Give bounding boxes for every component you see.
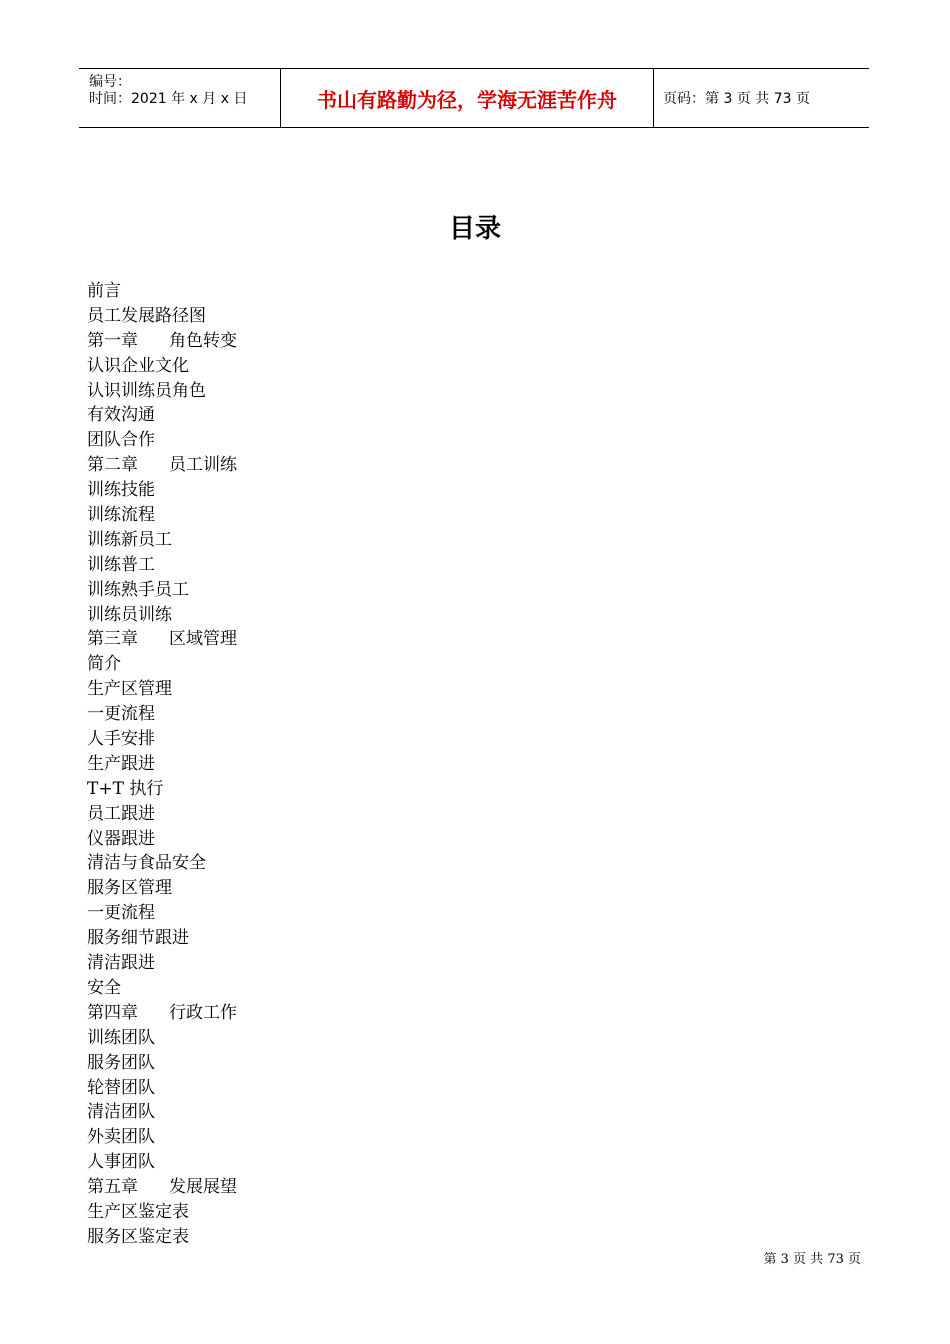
toc-entry-text: 简介 — [87, 654, 121, 675]
toc-chapter-number: 第一章 — [87, 330, 138, 351]
toc-entry[interactable] — [87, 428, 237, 453]
header-page-cell — [654, 69, 869, 127]
toc-entry-text: 员工训练 — [169, 455, 237, 476]
toc-chapter-number: 第四章 — [87, 1002, 138, 1023]
toc-entry-text: 一更流程 — [87, 704, 155, 725]
toc-entry-text: 服务团队 — [87, 1052, 155, 1073]
toc-chapter-entry[interactable] — [87, 627, 237, 652]
toc-chapter-number: 第二章 — [87, 455, 138, 476]
toc-entry-text: 员工发展路径图 — [87, 305, 206, 326]
toc-chapter-entry[interactable] — [87, 453, 237, 478]
toc-entry-text: 前言 — [87, 281, 121, 301]
toc-entry-text: 人手安排 — [87, 729, 155, 750]
toc-entry[interactable] — [87, 901, 237, 926]
toc-entry-text: 生产区管理 — [87, 679, 172, 700]
toc-entry-text: 清洁与食品安全 — [87, 853, 206, 874]
toc-entry-text: 训练团队 — [87, 1027, 155, 1048]
toc-entry-text: 轮替团队 — [87, 1077, 155, 1098]
toc-entry[interactable] — [87, 553, 237, 578]
toc-entry[interactable] — [87, 1200, 237, 1225]
toc-entry-text: 清洁团队 — [87, 1102, 155, 1123]
toc-entry-text: T+T 执行 — [87, 778, 164, 799]
toc-entry-text: 认识企业文化 — [87, 355, 189, 376]
toc-entry-text: 训练员训练 — [87, 604, 172, 625]
toc-entry-text: 一更流程 — [87, 903, 155, 924]
toc-entry-text: 角色转变 — [169, 330, 237, 351]
toc-entry[interactable] — [87, 403, 237, 428]
toc-entry[interactable] — [87, 652, 237, 677]
toc-entry-text: 员工跟进 — [87, 803, 155, 824]
toc-entry-text: 生产区鉴定表 — [87, 1201, 189, 1222]
toc-entry-text: 行政工作 — [169, 1002, 237, 1023]
toc-entry-text: 训练新员工 — [87, 529, 172, 550]
toc-entry-text: 团队合作 — [87, 430, 155, 451]
toc-chapter-number: 第五章 — [87, 1177, 138, 1198]
toc-entry-text: 训练普工 — [87, 554, 155, 575]
toc-entry-text: 训练熟手员工 — [87, 579, 189, 600]
toc-entry-text: 仪器跟进 — [87, 828, 155, 849]
toc-entry[interactable] — [87, 1100, 237, 1125]
toc-entry[interactable] — [87, 304, 237, 329]
toc-entry-text: 服务细节跟进 — [87, 928, 189, 949]
header-motto-cell — [280, 69, 654, 127]
toc-entry-text: 生产跟进 — [87, 753, 155, 774]
document-date-label: 时间：2021 年 x 月 x 日 — [89, 91, 248, 107]
toc-entry[interactable] — [87, 603, 237, 628]
toc-entry[interactable] — [87, 777, 237, 802]
header-page-number: 页码：第 3 页 共 73 页 — [663, 91, 810, 107]
page-header — [79, 68, 869, 128]
footer-page-number: 第 3 页 共 73 页 — [763, 1252, 861, 1267]
header-info-cell — [79, 69, 280, 127]
toc-entry-text: 训练技能 — [87, 480, 155, 501]
toc-entry-text: 安全 — [87, 977, 121, 998]
toc-entry[interactable] — [87, 478, 237, 503]
page-title: 目录 — [448, 214, 501, 244]
toc-entry[interactable] — [87, 1150, 237, 1175]
toc-entry[interactable] — [87, 876, 237, 901]
toc-entry[interactable] — [87, 1125, 237, 1150]
toc-entry-text: 清洁跟进 — [87, 953, 155, 974]
toc-entry[interactable] — [87, 578, 237, 603]
toc-entry[interactable] — [87, 827, 237, 852]
header-motto: 书山有路勤为径，学海无涯苦作舟 — [317, 87, 617, 112]
toc-entry-text: 人事团队 — [87, 1152, 155, 1173]
toc-entry-text: 服务区管理 — [87, 878, 172, 899]
toc-chapter-entry[interactable] — [87, 1001, 237, 1026]
toc-entry[interactable] — [87, 279, 237, 304]
toc-entry[interactable] — [87, 528, 237, 553]
toc-entry[interactable] — [87, 354, 237, 379]
toc-entry-text: 发展展望 — [169, 1177, 237, 1198]
toc-entry[interactable] — [87, 951, 237, 976]
toc-chapter-entry[interactable] — [87, 1175, 237, 1200]
toc-entry[interactable] — [87, 752, 237, 777]
toc-entry[interactable] — [87, 926, 237, 951]
toc-entry[interactable] — [87, 1026, 237, 1051]
toc-entry[interactable] — [87, 802, 237, 827]
toc-entry[interactable] — [87, 1225, 237, 1250]
toc-entry[interactable] — [87, 702, 237, 727]
toc-entry[interactable] — [87, 677, 237, 702]
toc-entry-text: 外卖团队 — [87, 1127, 155, 1148]
document-number-label: 编号： — [89, 74, 131, 90]
toc-entry-text: 服务区鉴定表 — [87, 1226, 189, 1247]
toc-entry[interactable] — [87, 851, 237, 876]
toc-chapter-entry[interactable] — [87, 329, 237, 354]
toc-entry[interactable] — [87, 503, 237, 528]
toc-entry-text: 认识训练员角色 — [87, 380, 206, 401]
toc-chapter-number: 第三章 — [87, 629, 138, 650]
toc-entry[interactable] — [87, 1051, 237, 1076]
toc-entry-text: 有效沟通 — [87, 405, 155, 426]
toc-entry[interactable] — [87, 379, 237, 404]
toc-entry-text: 训练流程 — [87, 505, 155, 526]
toc-entry[interactable] — [87, 727, 237, 752]
toc-entry[interactable] — [87, 1076, 237, 1101]
toc-entry-text: 区域管理 — [169, 629, 237, 650]
toc-entry[interactable] — [87, 976, 237, 1001]
table-of-contents — [87, 279, 237, 1250]
